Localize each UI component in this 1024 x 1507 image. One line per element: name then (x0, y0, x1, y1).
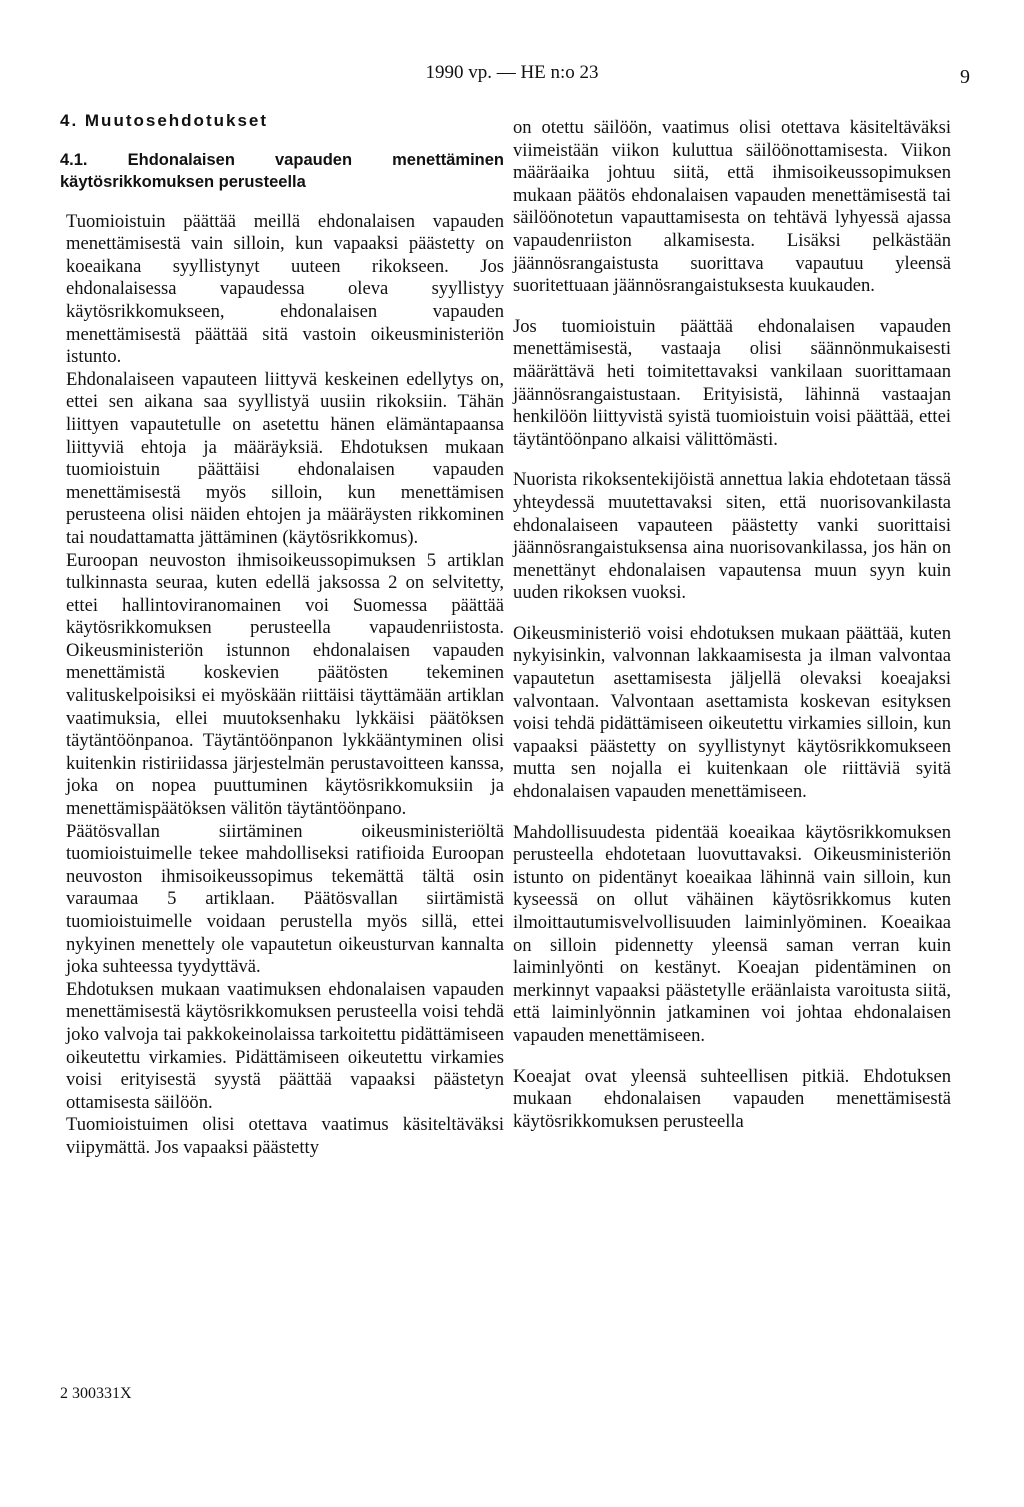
paragraph: Tuomioistuimen olisi otettava vaatimus käsiteltäväksi viipymättä. Jos vapaaksi päästetty (66, 1114, 504, 1158)
footer-code: 2 300331X (60, 1385, 132, 1402)
paragraph: Oikeusministeriö voisi ehdotuksen mukaan päättää, kuten nykyisinkin, valvonnan lakkaamisesta ja ilman valvontaa vapautetun asettamisesta jäljellä olevaksi koeajaksi valvontaan. Valvontaan asettamista koskevan esityksen voisi tehdä pidättämiseen oikeutettu virkamies silloin, kun vapaaksi päästetty on syyllistynyt käytösrikkomukseen mutta sen nojalla ei kuitenkaan ole riittäviä syitä ehdonalaisen vapauden menettämiseen. (513, 622, 951, 803)
page-header (0, 62, 1024, 92)
paragraph: Jos tuomioistuin päättää ehdonalaisen vapauden menettämisestä, vastaaja olisi säännönmukaisesti määrättävä heti toimitettavaksi vankilaan suorittamaan jäännösrangaistustaan. Erityisistä, lähinnä vastaajan henkilöön liittyvistä syistä tuomioistuin voisi päättää, ettei täytäntöönpano alkaisi välittömästi. (513, 315, 951, 450)
paragraph: Nuorista rikoksentekijöistä annettua lakia ehdotetaan tässä yhteydessä muutettavaksi siten, että nuorisovankilasta ehdonalaiseen vapauteen päästetty vanki suorittaisi jäännösrangaistuksensa aina nuorisovankilassa, jos hän on menettänyt ehdonalaisen vapautensa muun syyn kuin uuden rikoksen vuoksi. (513, 469, 951, 604)
section-heading: 4. Muutosehdotukset (60, 111, 269, 130)
paragraph: Ehdotuksen mukaan vaatimuksen ehdonalaisen vapauden menettämisestä käytösrikkomuksen perusteella voisi tehdä joko valvoja tai pakkokeinolaissa tarkoitettu pidättämiseen oikeutettu virkamies. Pidättämiseen oikeutettu virkamies voisi erityisestä syystä päättää vapaaksi päästetyn ottamisesta säilöön. (66, 978, 504, 1113)
right-column (513, 117, 951, 1133)
subsection-heading: 4.1. Ehdonalaisen vapauden menettäminen käytösrikkomuksen perusteella (60, 150, 504, 191)
paragraph: Koeajat ovat yleensä suhteellisen pitkiä. Ehdotuksen mukaan ehdonalaisen vapauden menettämisestä käytösrikkomuksen perusteella (513, 1065, 951, 1132)
page-number: 9 (960, 66, 970, 88)
paragraph: Ehdonalaiseen vapauteen liittyvä keskeinen edellytys on, ettei sen aikana saa syyllistyä uusiin rikoksiin. Tähän liittyen vapautetulle on asetettu hänen elämäntapaansa liittyviä ehtoja ja määräyksiä. Ehdotuksen mukaan tuomioistuin päättäisi ehdonalaisen vapauden menettämisestä myös silloin, kun menettämisen perusteena olisi näiden ehtojen ja määräysten rikkominen tai noudattamatta jättäminen (käytösrikkomus). (66, 368, 504, 548)
paragraph: Euroopan neuvoston ihmisoikeussopimuksen 5 artiklan tulkinnasta seuraa, kuten edellä jaksossa 2 on selvitetty, ettei hallintoviranomainen voi Suomessa päättää käytösrikkomuksen perusteella vapaudenriistosta. Oikeusministeriön istunnon ehdonalaisen vapauden menettämistä koskevien päätösten tekeminen valituskelpoisiksi ei myöskään riittäisi täyttämään artiklan vaatimuksia, ellei muutoksenhaku lykkäisi päätöksen täytäntöönpanoa. Täytäntöönpanon lykkääntyminen olisi kuitenkin ristiriidassa järjestelmän perustavoitteen kanssa, joka on nopea puuttuminen käytösrikkomuksiin ja menettämispäätöksen välitön täytäntöönpano. (66, 549, 504, 820)
running-head: 1990 vp. — HE n:o 23 (425, 62, 599, 83)
paragraph: on otettu säilöön, vaatimus olisi otettava käsiteltäväksi viimeistään viikon kuluttua säilöönottamisesta. Viikon määräaika johtuu siitä, että ihmisoikeussopimuksen mukaan päätös ehdonalaisen vapauden menettämisestä tai säilöönotetun vapauttamisesta on tehtävä lyhyessä ajassa vapaudenriiston alkamisesta. Lisäksi pelkästään jäännösrangaistusta suorittava vapautuu yleensä suoritettuaan jäännösrangaistuksesta kuukauden. (513, 117, 951, 297)
paragraph: Päätösvallan siirtäminen oikeusministeriöltä tuomioistuimelle tekee mahdolliseksi ratifioida Euroopan neuvoston ihmisoikeussopimus tekemättä tältä osin varaumaa 5 artiklaan. Päätösvallan siirtämistä tuomioistuimelle voidaan perustella myös sillä, ettei nykyinen menettely ole vapautetun oikeusturvan kannalta joka suhteessa tyydyttävä. (66, 820, 504, 978)
paragraph: Mahdollisuudesta pidentää koeaikaa käytösrikkomuksen perusteella ehdotetaan luovuttavaksi. Oikeusministeriön istunto on pidentänyt koeaikaa lähinnä vain silloin, kun kyseessä on ollut vähäinen käytösrikkomus kuten ilmoittautumisvelvollisuuden laiminlyöminen. Koeaikaa on silloin pidennetty yleensä saman verran kuin laiminlyönti on kestänyt. Koeajan pidentäminen on merkinnyt vapaaksi päästetylle eräänlaista varoitusta siitä, että laiminlyönnin jatkaminen voi johtaa ehdonalaisen vapauden menettämiseen. (513, 821, 951, 1046)
left-column (60, 110, 504, 1160)
paragraph: Tuomioistuin päättää meillä ehdonalaisen vapauden menettämisestä vain silloin, kun vapaaksi päästetty on koeaikana syyllistynyt uuteen rikokseen. Jos ehdonalaisessa vapaudessa oleva syyllistyy käytösrikkomukseen, ehdonalaisen vapauden menettämisestä päättää sitä vastoin oikeusministeriön istunto. (66, 210, 504, 368)
